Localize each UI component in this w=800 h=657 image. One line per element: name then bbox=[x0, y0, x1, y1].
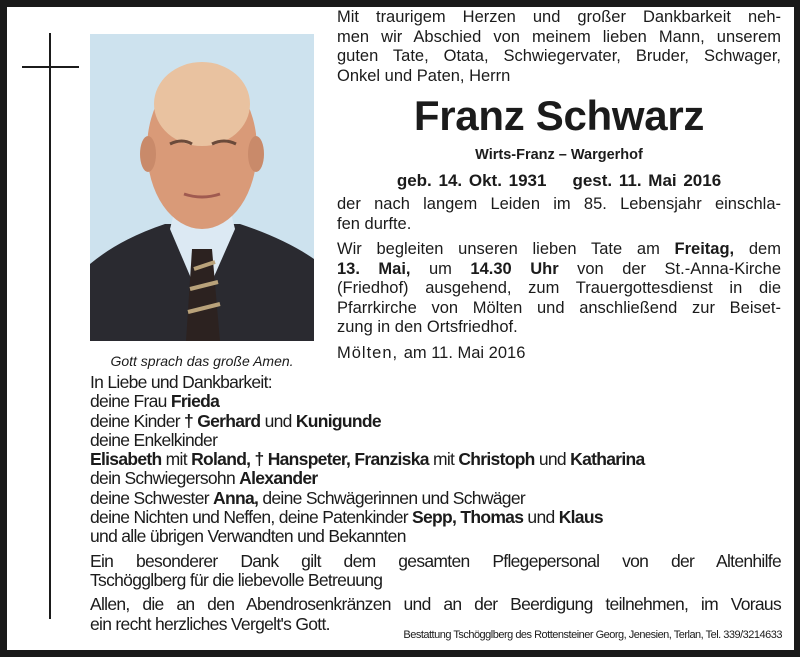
thanks-line: Tschögglberg für die liebevolle Betreuung bbox=[90, 569, 383, 590]
family-line bbox=[90, 392, 781, 411]
life-dates bbox=[337, 171, 781, 191]
intro-line: guten Tate, Otata, Schwiegervater, Bruder, Schwager, bbox=[337, 47, 781, 65]
wife-name: Frieda bbox=[170, 391, 220, 412]
intro-line: men wir Abschied von meinem lieben Mann, unserem bbox=[337, 27, 781, 46]
text: Wir begleiten unseren lieben Tate am bbox=[337, 240, 675, 258]
godchild-names: Sepp, Thomas bbox=[412, 507, 524, 528]
deceased-name: Franz Schwarz bbox=[413, 92, 705, 139]
family-line: und alle übrigen Verwandten und Bekannten bbox=[90, 526, 406, 547]
cross-icon-bar bbox=[22, 66, 79, 68]
death-date: gest. 11. Mai 2016 bbox=[572, 171, 722, 190]
text: mit bbox=[428, 449, 459, 470]
text: dem bbox=[734, 240, 781, 258]
photo-caption: Gott sprach das große Amen. bbox=[110, 353, 294, 369]
family-section bbox=[90, 373, 781, 634]
intro-line: Onkel und Paten, Herrn bbox=[337, 66, 511, 85]
passing-line: der nach langem Leiden im 85. Lebensjahr einschla- bbox=[337, 195, 781, 213]
family-line bbox=[90, 489, 781, 508]
funeral-line: Pfarrkirche von Mölten und anschließend zur Beiset- bbox=[337, 298, 781, 317]
grandchild-name: Elisabeth bbox=[90, 449, 162, 470]
closing-line: Allen, die an den Abendrosenkränzen und an der Beerdigung teilnehmen, im Voraus bbox=[90, 594, 781, 615]
family-intro: In Liebe und Dankbarkeit: bbox=[90, 372, 272, 392]
funeral-time: 14.30 Uhr bbox=[470, 259, 559, 278]
text: deine Nichten und Neffen, deine Patenkinder bbox=[90, 507, 413, 528]
cross-icon bbox=[49, 33, 51, 619]
place: Mölten, bbox=[337, 343, 399, 362]
text: und bbox=[523, 507, 559, 528]
child-name: † Gerhard bbox=[184, 410, 261, 431]
sister-name: Anna, bbox=[213, 487, 259, 508]
birth-date: geb. 14. Okt. 1931 bbox=[396, 171, 547, 190]
soninlaw-name: Alexander bbox=[239, 468, 318, 489]
family-line bbox=[90, 508, 781, 527]
grandchild-name: Katharina bbox=[570, 449, 645, 470]
family-line bbox=[90, 469, 781, 488]
grandchild-name: Christoph bbox=[458, 449, 535, 470]
funeral-home-footer: Bestattung Tschögglberg des Rottensteiner Georg, Jenesien, Terlan, Tel. 339/3214633 bbox=[403, 629, 782, 641]
text: und bbox=[534, 449, 571, 470]
closing-line: ein recht herzliches Vergelt's Gott. bbox=[90, 613, 330, 634]
text: um bbox=[410, 259, 471, 278]
text: und bbox=[260, 410, 296, 431]
place-date bbox=[337, 344, 781, 363]
text: von der St.-Anna-Kirche bbox=[558, 259, 782, 278]
text: deine Schwester bbox=[90, 487, 214, 508]
funeral-line: zung in den Ortsfriedhof. bbox=[337, 318, 518, 336]
announcement-column bbox=[337, 8, 781, 363]
child-name: Kunigunde bbox=[295, 410, 381, 431]
text: mit bbox=[161, 449, 192, 470]
grandchild-name: Roland, † Hanspeter, Franziska bbox=[191, 449, 429, 470]
nickname: Wirts-Franz – Wargerhof bbox=[475, 147, 643, 163]
family-line bbox=[90, 412, 781, 431]
intro-line: Mit traurigem Herzen und großer Dankbarkeit neh- bbox=[337, 8, 781, 26]
text: deine Kinder bbox=[90, 410, 185, 431]
funeral-date: 13. Mai, bbox=[337, 259, 411, 278]
funeral-day: Freitag, bbox=[674, 240, 735, 258]
portrait-photo bbox=[90, 34, 314, 341]
passing-line: fen durfte. bbox=[337, 214, 412, 233]
family-line bbox=[90, 450, 781, 469]
funeral-line: (Friedhof) ausgehend, zum Trauergottesdienst in die bbox=[337, 279, 781, 297]
thanks-line: Ein besonderer Dank gilt dem gesamten Pflegepersonal von der Altenhilfe bbox=[90, 550, 781, 571]
family-line: deine Enkelkinder bbox=[90, 429, 218, 450]
funeral-line bbox=[337, 240, 781, 260]
text: deine Frau bbox=[90, 391, 171, 412]
text: deine Schwägerinnen und Schwäger bbox=[258, 487, 525, 508]
date: am 11. Mai 2016 bbox=[403, 343, 526, 362]
funeral-line bbox=[337, 260, 781, 280]
godchild-name: Klaus bbox=[558, 507, 603, 528]
text: dein Schwiegersohn bbox=[90, 468, 240, 489]
